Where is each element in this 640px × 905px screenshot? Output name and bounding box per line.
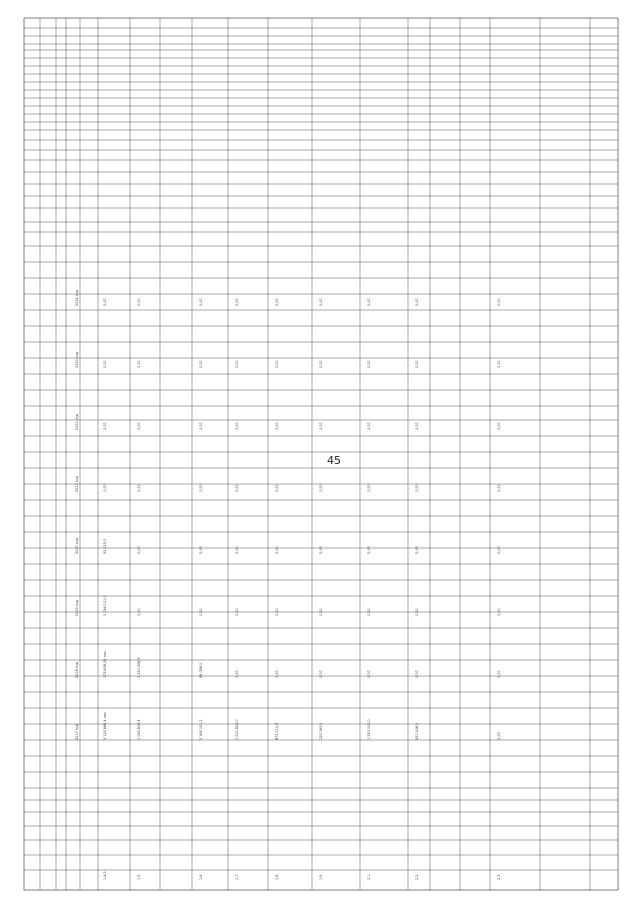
cell-value: 0,00 [137, 422, 141, 430]
year-header: 2018 год [75, 662, 79, 678]
year-header: 2021 год [75, 476, 79, 492]
cell-value: 0,00 [367, 422, 371, 430]
cell-value: 0,00 [235, 298, 239, 306]
cell-value: 3 125 888,4 тыс. [103, 710, 107, 740]
cell-value: 0,00 [235, 360, 239, 368]
cell-value: 0,00 [199, 422, 203, 430]
cell-value: 875 112,5 [275, 722, 279, 740]
cell-value: 0,00 [319, 484, 323, 492]
row-code: 1.9 [319, 874, 323, 880]
cell-value: 0,00 [103, 484, 107, 492]
cell-value: 0,00 [199, 608, 203, 616]
cell-value: 0,00 [235, 670, 239, 678]
cell-value: 521 408,0 [415, 722, 419, 740]
cell-value: 0,00 [319, 546, 323, 554]
cell-value: 0,00 [367, 360, 371, 368]
cell-value: 0,00 [367, 298, 371, 306]
year-header: 2023 год [75, 352, 79, 368]
year-header: 2024 год [75, 290, 79, 306]
cell-value: 0,00 [497, 422, 501, 430]
cell-value: 1 250 000,0 [367, 719, 371, 740]
cell-value: 2 185 001,2 [199, 719, 203, 740]
cell-value: 0,00 [319, 670, 323, 678]
cell-value: 0,00 [497, 546, 501, 554]
cell-value: 0,00 [367, 546, 371, 554]
cell-value: 0,00 [275, 298, 279, 306]
cell-value: 0,00 [415, 670, 419, 678]
cell-value: 0,00 [275, 608, 279, 616]
row-code: 1.6 [199, 874, 203, 880]
row-code: 1.5 [137, 874, 141, 880]
cell-value: 0,00 [275, 422, 279, 430]
cell-value: 0,00 [497, 484, 501, 492]
cell-value: 0,00 [199, 484, 203, 492]
row-code: 1.8 [275, 874, 279, 880]
cell-value: 0,00 [497, 670, 501, 678]
cell-value: 0,00 [275, 546, 279, 554]
row-code: 1.4.2 [103, 871, 107, 880]
cell-value: 0,00 [415, 608, 419, 616]
cell-value: 0,00 [415, 360, 419, 368]
cell-value: 0,00 [497, 298, 501, 306]
cell-value: 125 080,0 [319, 722, 323, 740]
row-code: 2.1 [367, 874, 371, 880]
cell-value: 0,00 [275, 360, 279, 368]
year-header: 2020 год [75, 538, 79, 554]
cell-value: 0,00 [319, 608, 323, 616]
cell-value: 0,00 [199, 360, 203, 368]
cell-value: 0,00 [235, 422, 239, 430]
cell-value: 0,00 [415, 546, 419, 554]
cell-value: 0,00 [103, 360, 107, 368]
cell-value: 0,00 [497, 608, 501, 616]
cell-value: 1 025 808,4 [137, 719, 141, 740]
cell-value: 173 808,35 тыс. [103, 649, 107, 678]
cell-value: 0,00 [137, 608, 141, 616]
year-header: 2017 год [75, 724, 79, 740]
cell-value: 0,00 [319, 298, 323, 306]
cell-value: 0,00 [367, 608, 371, 616]
year-header: 2019 год [75, 600, 79, 616]
cell-value: 0,00 [137, 546, 141, 554]
cell-value: 0,00 [275, 484, 279, 492]
cell-value: 0,00 [497, 360, 501, 368]
cell-value: 0,00 [137, 360, 141, 368]
cell-value: 0,00 [103, 298, 107, 306]
row-code: 2.3 [497, 874, 501, 880]
cell-value: 0,00 [199, 298, 203, 306]
page-number: 45 [327, 454, 341, 467]
cell-value: 0,00 [199, 546, 203, 554]
cell-value: 0,00 [137, 298, 141, 306]
cell-value: 0,00 [415, 422, 419, 430]
table-border [24, 18, 618, 890]
cell-value: 1 022 804,0 [235, 719, 239, 740]
cell-value: 0,00 [415, 484, 419, 492]
cell-value: 0,00 [137, 484, 141, 492]
cell-value: 2 156 101,0 [103, 595, 107, 616]
cell-value: 1 250 308,5 [137, 657, 141, 678]
cell-value: 0,00 [319, 360, 323, 368]
cell-value: 45 088,0 [199, 662, 203, 678]
cell-value: 0,00 [367, 670, 371, 678]
row-code: 1.7 [235, 874, 239, 880]
cell-value: 0,00 [415, 298, 419, 306]
cell-value: 0,00 [235, 608, 239, 616]
cell-value: 0,00 [275, 670, 279, 678]
cell-value: 0,00 [235, 484, 239, 492]
year-header: 2022 год [75, 414, 79, 430]
cell-value: 0,00 [367, 484, 371, 492]
cell-value: 0,00 [319, 422, 323, 430]
row-code: 2.2 [415, 874, 419, 880]
cell-value: 0,00 [497, 732, 501, 740]
cell-value: 0,00 [103, 422, 107, 430]
cell-value: 0,00 [235, 546, 239, 554]
cell-value: 52 125,0 [103, 538, 107, 554]
